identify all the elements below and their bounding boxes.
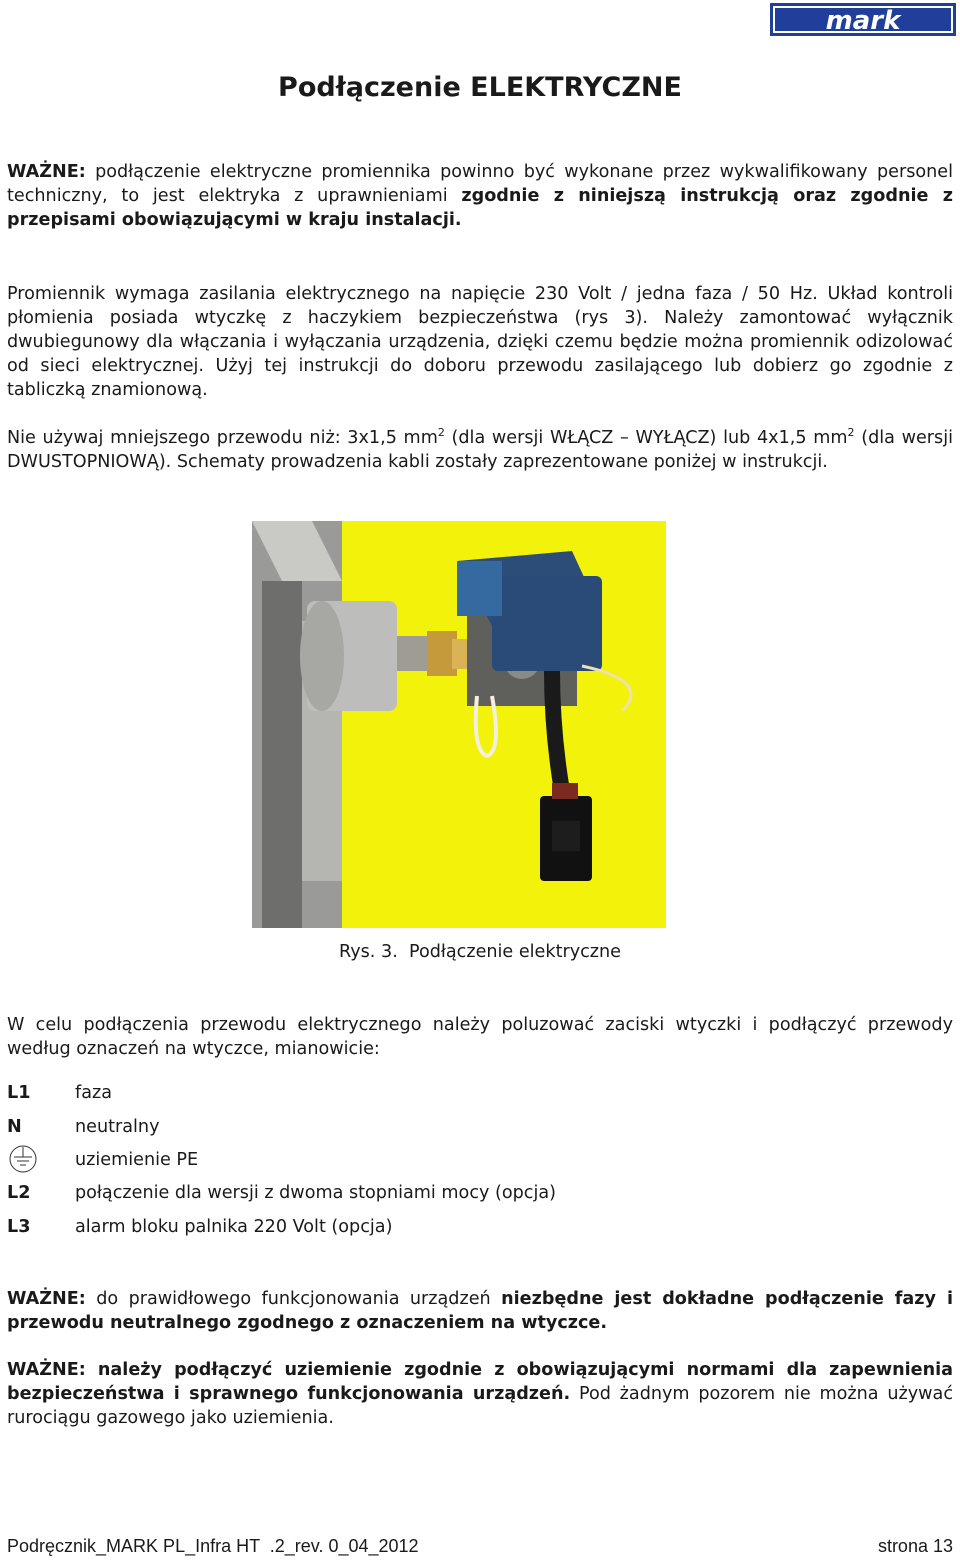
cable-size-paragraph: Nie używaj mniejszego przewodu niż: 3x1,5 $mm^2$ (dla wersji WŁĄCZ – WYŁĄCZ) lub 4x1,5 $mm^2$ (dla wersji DWUSTOPNIOWĄ). Schematy prowadzenia kabli zostały zaprezentowane poniżej w instrukcji.: [7, 426, 953, 472]
page-title: Podłączenie ELEKTRYCZNE: [278, 72, 682, 103]
wiring-description: uziemienie PE: [75, 1150, 199, 1170]
mark-logo: [770, 3, 956, 36]
ground-symbol-icon: [7, 1150, 67, 1178]
important-note-1: WAŻNE: podłączenie elektryczne promiennika powinno być wykonane przez wykwalifikowany personel techniczny, to jest elektryka z uprawnieniami zgodnie z niniejszą instrukcją oraz zgodnie z przepisami obowiązującymi w kraju instalacji.: [7, 162, 953, 230]
wiring-code: L3: [7, 1217, 31, 1237]
wiring-code: N: [7, 1117, 22, 1137]
footer-document-id: Podręcznik_MARK PL_Infra HT .2_rev. 0_04_2012: [7, 1536, 419, 1556]
power-requirements-paragraph: Promiennik wymaga zasilania elektrycznego na napięcie 230 Volt / jedna faza / 50 Hz. Układ kontroli płomienia posiada wtyczkę z haczykiem bezpieczeństwa (rys 3). Należy zamontować wyłącznik dwubiegunowy dla włączania i wyłączania urządzenia, dzięki czemu będzie można promiennik odizolować od sieci elektrycznej. Użyj tej instrukcji do doboru przewodu zasilającego lub dobierz go zgodnie z tabliczką znamionową.: [7, 284, 953, 400]
wiring-description: faza: [75, 1083, 112, 1103]
wiring-description: alarm bloku palnika 220 Volt (opcja): [75, 1217, 393, 1237]
wiring-code: L2: [7, 1183, 31, 1203]
logo-text: mark: [825, 6, 901, 36]
footer-page-number: strona 13: [877, 1536, 953, 1556]
wiring-description: neutralny: [75, 1117, 160, 1137]
wiring-code: L1: [7, 1083, 31, 1103]
electrical-connection-photo: [252, 521, 666, 928]
important-note-3: WAŻNE: należy podłączyć uziemienie zgodnie z obowiązującymi normami dla zapewnienia bezpieczeństwa i sprawnego funkcjonowania urządzeń. Pod żadnym pozorem nie można używać rurociągu gazowego jako uziemienia.: [7, 1360, 954, 1428]
wiring-description: połączenie dla wersji z dwoma stopniami mocy (opcja): [75, 1183, 556, 1203]
wiring-instructions-paragraph: W celu podłączenia przewodu elektrycznego należy poluzować zaciski wtyczki i podłączyć przewody według oznaczeń na wtyczce, mianowicie:: [7, 1015, 953, 1059]
important-label: WAŻNE:: [7, 162, 86, 182]
figure-caption: Rys. 3. Podłączenie elektryczne: [338, 942, 622, 962]
important-note-2: WAŻNE: do prawidłowego funkcjonowania urządzeń niezbędne jest dokładne podłączenie fazy i przewodu neutralnego zgodnego z oznaczeniem na wtyczce.: [7, 1289, 953, 1333]
